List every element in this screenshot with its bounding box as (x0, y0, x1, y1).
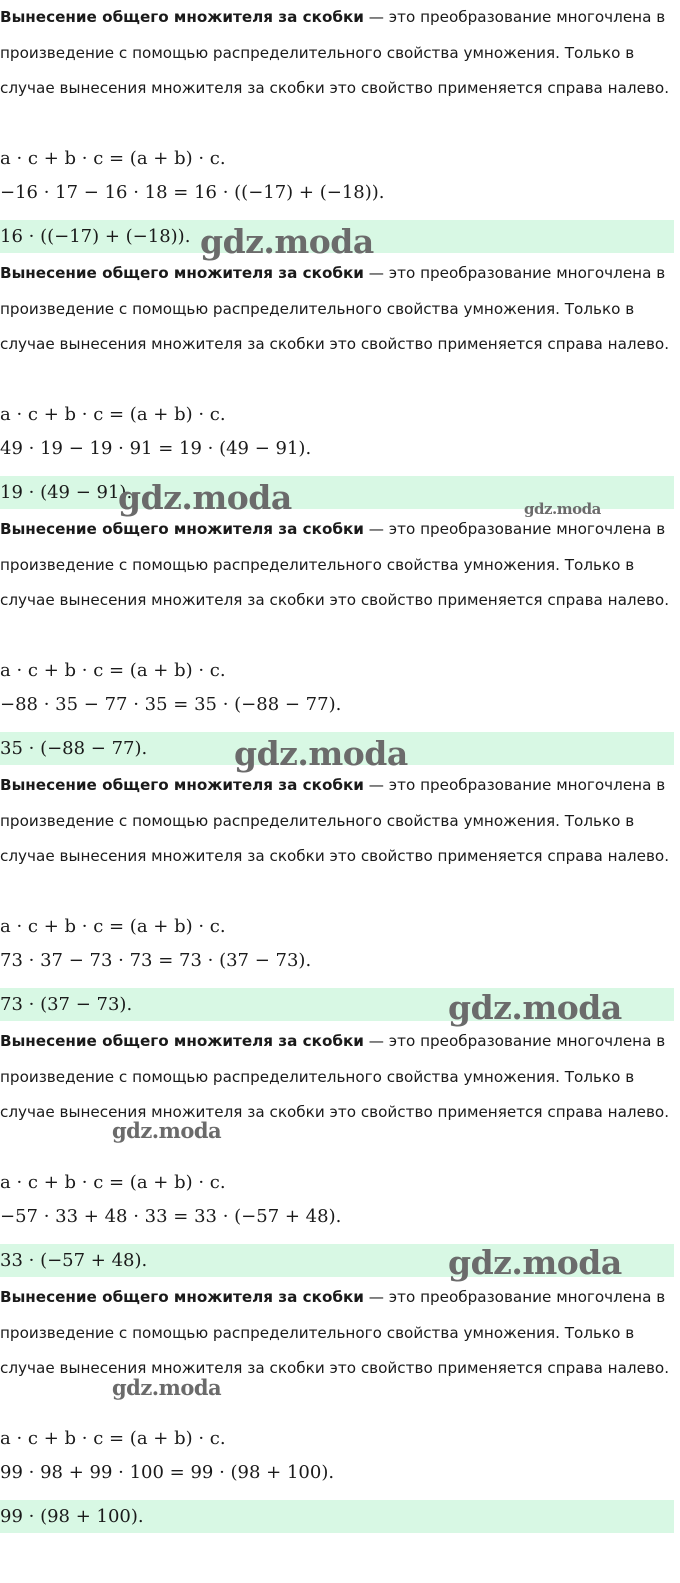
formula: a · c + b · c = (a + b) · c. (0, 1172, 226, 1193)
definition-paragraph (0, 256, 676, 363)
answer: 99 · (98 + 100). (0, 1506, 144, 1527)
definition-term: Вынесение общего множителя за скобки (0, 8, 364, 26)
watermark: gdz.moda (234, 734, 408, 773)
solution-block-5 (0, 1024, 680, 1280)
expression: −88 · 35 − 77 · 35 = 35 · (−88 − 77). (0, 694, 342, 715)
definition-text: — это преобразование многочлена в произведение с помощью распределительного свойства умножения. Только в случае вынесения множителя за скобки это свойство применяется справа налево. (0, 1032, 670, 1121)
expression: 99 · 98 + 99 · 100 = 99 · (98 + 100). (0, 1462, 335, 1483)
formula: a · c + b · c = (a + b) · c. (0, 1428, 226, 1449)
definition-text: — это преобразование многочлена в произведение с помощью распределительного свойства умножения. Только в случае вынесения множителя за скобки это свойство применяется справа налево. (0, 8, 670, 97)
definition-paragraph (0, 1024, 676, 1131)
expression: 49 · 19 − 19 · 91 = 19 · (49 − 91). (0, 438, 312, 459)
answer-highlight (0, 1500, 674, 1533)
watermark: gdz.moda (112, 1118, 222, 1143)
watermark: gdz.moda (448, 988, 622, 1027)
formula: a · c + b · c = (a + b) · c. (0, 660, 226, 681)
expression: 73 · 37 − 73 · 73 = 73 · (37 − 73). (0, 950, 312, 971)
formula: a · c + b · c = (a + b) · c. (0, 916, 226, 937)
solution-block-6 (0, 1280, 680, 1536)
watermark: gdz.moda (200, 222, 374, 261)
answer: 33 · (−57 + 48). (0, 1250, 148, 1271)
definition-term: Вынесение общего множителя за скобки (0, 1032, 364, 1050)
watermark: gdz.moda (112, 1375, 222, 1400)
definition-term: Вынесение общего множителя за скобки (0, 776, 364, 794)
watermark: gdz.moda (448, 1243, 622, 1282)
definition-text: — это преобразование многочлена в произведение с помощью распределительного свойства умножения. Только в случае вынесения множителя за скобки это свойство применяется справа налево. (0, 1288, 670, 1377)
answer: 19 · (49 − 91). (0, 482, 133, 503)
definition-term: Вынесение общего множителя за скобки (0, 520, 364, 538)
watermark: gdz.moda (118, 478, 292, 517)
answer: 16 · ((−17) + (−18)). (0, 226, 191, 247)
formula: a · c + b · c = (a + b) · c. (0, 404, 226, 425)
definition-text: — это преобразование многочлена в произведение с помощью распределительного свойства умножения. Только в случае вынесения множителя за скобки это свойство применяется справа налево. (0, 520, 670, 609)
definition-term: Вынесение общего множителя за скобки (0, 1288, 364, 1306)
definition-paragraph (0, 768, 676, 875)
definition-text: — это преобразование многочлена в произведение с помощью распределительного свойства умножения. Только в случае вынесения множителя за скобки это свойство применяется справа налево. (0, 264, 670, 353)
definition-paragraph (0, 0, 676, 107)
definition-term: Вынесение общего множителя за скобки (0, 264, 364, 282)
answer: 35 · (−88 − 77). (0, 738, 148, 759)
solution-block-4 (0, 768, 680, 1024)
definition-paragraph (0, 512, 676, 619)
definition-text: — это преобразование многочлена в произведение с помощью распределительного свойства умножения. Только в случае вынесения множителя за скобки это свойство применяется справа налево. (0, 776, 670, 865)
solution-block-1 (0, 0, 680, 256)
watermark: gdz.moda (524, 500, 601, 518)
expression: −57 · 33 + 48 · 33 = 33 · (−57 + 48). (0, 1206, 342, 1227)
answer: 73 · (37 − 73). (0, 994, 133, 1015)
solution-block-2 (0, 256, 680, 512)
expression: −16 · 17 − 16 · 18 = 16 · ((−17) + (−18)). (0, 182, 385, 203)
solution-block-3 (0, 512, 680, 768)
definition-paragraph (0, 1280, 676, 1387)
formula: a · c + b · c = (a + b) · c. (0, 148, 226, 169)
